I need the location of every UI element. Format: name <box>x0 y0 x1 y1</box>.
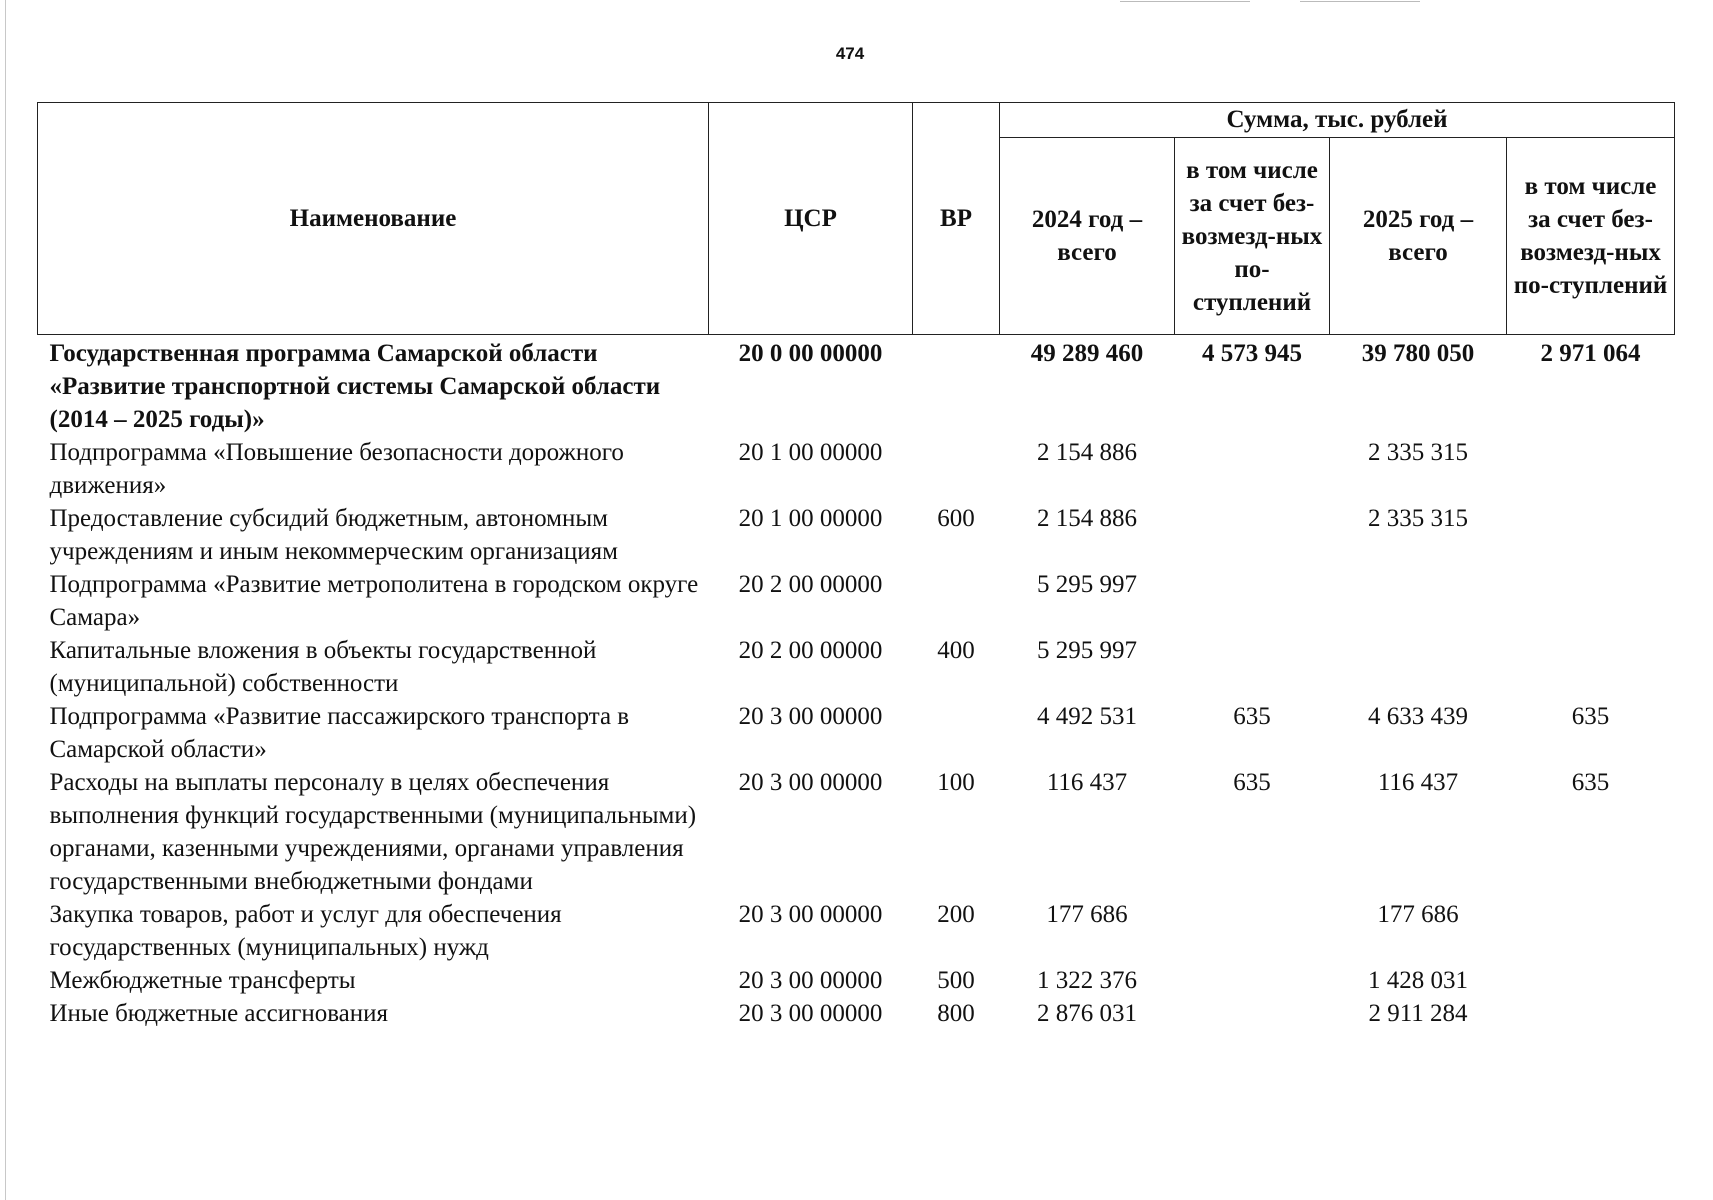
row-2025-total: 116 437 <box>1377 769 1459 796</box>
row-2024-grants <box>1175 502 1330 568</box>
row-2024-total: 177 686 <box>1046 901 1128 928</box>
row-name: Закупка товаров, работ и услуг для обеспечения государственных (муниципальных) нужд <box>49 901 562 961</box>
table-header <box>38 103 1675 335</box>
scan-left-edge <box>5 0 6 1200</box>
table-row <box>38 335 1675 437</box>
row-2025-grants <box>1507 634 1675 700</box>
row-2024-grants <box>1175 634 1330 700</box>
row-vr <box>913 700 1000 766</box>
header-2025-total: 2025 год – всего <box>1330 138 1507 335</box>
table-row <box>38 502 1675 568</box>
row-vr <box>913 568 1000 634</box>
budget-table <box>37 102 1675 1030</box>
header-vr: ВР <box>913 103 1000 335</box>
row-2025-grants: 2 971 064 <box>1540 340 1641 367</box>
row-2025-grants: 635 <box>1571 703 1610 730</box>
row-2024-total: 49 289 460 <box>1030 340 1144 367</box>
row-csr: 20 3 00 00000 <box>738 1000 883 1027</box>
row-name: Расходы на выплаты персоналу в целях обеспечения выполнения функций государственными (муниципальными) органами, казенными учреждениями, органами управления государственными внебюджетными фондами <box>49 769 697 895</box>
row-vr <box>913 436 1000 502</box>
row-name: Иные бюджетные ассигнования <box>49 1000 389 1027</box>
row-name: Государственная программа Самарской области «Развитие транспортной системы Самарской области (2014 – 2025 годы)» <box>49 340 661 433</box>
row-2025-grants <box>1507 964 1675 997</box>
row-2025-grants: 635 <box>1571 769 1610 796</box>
row-csr: 20 1 00 00000 <box>738 505 883 532</box>
header-sum-group: Сумма, тыс. рублей <box>1000 103 1675 138</box>
row-2025-total: 2 335 315 <box>1368 439 1468 466</box>
row-csr: 20 2 00 00000 <box>738 637 883 664</box>
table-row <box>38 766 1675 898</box>
row-2024-grants <box>1175 436 1330 502</box>
scan-top-mark <box>1300 1 1420 2</box>
row-2025-total: 177 686 <box>1377 901 1459 928</box>
row-2024-grants: 635 <box>1233 703 1271 730</box>
table-row <box>38 700 1675 766</box>
row-2025-grants <box>1507 568 1675 634</box>
row-2024-total: 1 322 376 <box>1037 967 1137 994</box>
row-2025-total: 39 780 050 <box>1361 340 1475 367</box>
row-2024-total: 2 876 031 <box>1037 1000 1137 1027</box>
table-body <box>38 335 1675 1031</box>
row-csr: 20 1 00 00000 <box>738 439 883 466</box>
row-2025-total: 1 428 031 <box>1368 967 1468 994</box>
row-csr: 20 0 00 00000 <box>738 340 883 367</box>
row-2024-total: 5 295 997 <box>1037 637 1137 664</box>
row-2024-total: 2 154 886 <box>1037 505 1137 532</box>
table-row <box>38 634 1675 700</box>
row-name: Предоставление субсидий бюджетным, автономным учреждениям и иным некоммерческим организациям <box>49 505 618 565</box>
row-2024-grants <box>1175 568 1330 634</box>
row-vr: 500 <box>937 967 975 994</box>
row-2025-total: 4 633 439 <box>1368 703 1468 730</box>
row-2025-total <box>1330 568 1507 634</box>
row-2024-grants <box>1175 898 1330 964</box>
row-2024-total: 2 154 886 <box>1037 439 1137 466</box>
row-csr: 20 2 00 00000 <box>738 571 883 598</box>
table-row <box>38 964 1675 997</box>
row-2025-grants <box>1507 436 1675 502</box>
header-2025-grants: в том числе за счет без-возмезд-ных по-ступлений <box>1507 138 1675 335</box>
table-row <box>38 898 1675 964</box>
header-csr: ЦСР <box>709 103 913 335</box>
row-vr: 100 <box>937 769 975 796</box>
table-row <box>38 997 1675 1030</box>
row-2025-grants <box>1507 997 1675 1030</box>
row-name: Подпрограмма «Развитие метрополитена в городском округе Самара» <box>49 571 699 631</box>
row-2025-total <box>1330 634 1507 700</box>
row-2025-grants <box>1507 502 1675 568</box>
row-csr: 20 3 00 00000 <box>738 901 883 928</box>
header-2024-total: 2024 год – всего <box>1000 138 1175 335</box>
row-csr: 20 3 00 00000 <box>738 769 883 796</box>
row-2024-grants <box>1175 964 1330 997</box>
page-number: 474 <box>835 44 865 63</box>
row-vr: 800 <box>937 1000 975 1027</box>
row-name: Капитальные вложения в объекты государственной (муниципальной) собственности <box>49 637 597 697</box>
row-vr: 200 <box>937 901 975 928</box>
row-2025-grants <box>1507 898 1675 964</box>
row-name: Подпрограмма «Повышение безопасности дорожного движения» <box>49 439 624 499</box>
row-2024-total: 5 295 997 <box>1037 571 1137 598</box>
row-csr: 20 3 00 00000 <box>738 967 883 994</box>
row-name: Подпрограмма «Развитие пассажирского транспорта в Самарской области» <box>49 703 630 763</box>
header-name: Наименование <box>38 103 709 335</box>
row-vr <box>913 335 1000 437</box>
row-2024-grants: 635 <box>1233 769 1271 796</box>
row-2024-total: 116 437 <box>1046 769 1128 796</box>
row-2024-total: 4 492 531 <box>1037 703 1137 730</box>
row-vr: 600 <box>937 505 975 532</box>
row-csr: 20 3 00 00000 <box>738 703 883 730</box>
table-row <box>38 568 1675 634</box>
row-2024-grants <box>1175 997 1330 1030</box>
scan-top-mark <box>1120 1 1250 2</box>
table-row <box>38 436 1675 502</box>
header-2024-grants: в том числе за счет без-возмезд-ных по-ступлений <box>1175 138 1330 335</box>
row-2025-total: 2 911 284 <box>1368 1000 1468 1027</box>
row-2024-grants: 4 573 945 <box>1202 340 1302 367</box>
row-name: Межбюджетные трансферты <box>49 967 356 994</box>
row-2025-total: 2 335 315 <box>1368 505 1468 532</box>
row-vr: 400 <box>937 637 975 664</box>
